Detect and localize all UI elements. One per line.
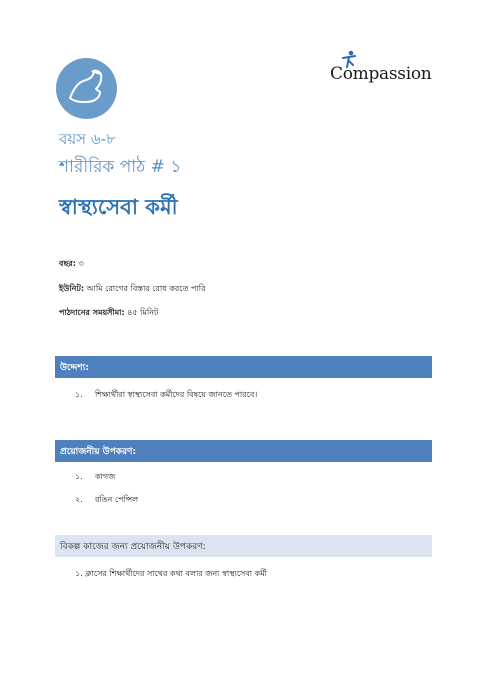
list-number: ১.	[75, 390, 83, 399]
duration-line	[59, 307, 158, 320]
objective-heading: উদ্দেশ্য:	[55, 356, 432, 378]
materials-heading: প্রয়োজনীয় উপকরণ:	[55, 440, 432, 462]
logo-text: Compassion	[330, 64, 432, 84]
year-label: বছর:	[59, 259, 76, 268]
list-item	[75, 389, 257, 402]
lesson-number: শারীরিক পাঠ # ১	[59, 157, 182, 177]
unit-value: আমি রোগের বিস্তার রোধ করতে পারি	[84, 284, 206, 293]
list-text: রঙিন পেন্সিল	[95, 495, 139, 504]
list-item	[75, 568, 267, 581]
compassion-logo	[330, 50, 430, 90]
list-item	[75, 494, 138, 507]
list-text: ক্লাসের শিক্ষার্থীদের সাথের কথা বলার জন্য স্বাস্থ্যসেবা কর্মী	[85, 569, 267, 578]
page-title: স্বাস্থ্যসেবা কর্মী	[59, 195, 178, 219]
list-number: ১.	[75, 472, 83, 481]
alt-materials-heading: বিকল্প কাজের জন্য প্রয়োজনীয় উপকরণ:	[55, 535, 432, 557]
list-item	[75, 471, 115, 484]
year-line	[59, 258, 84, 271]
duration-value: ৪৫ মিনিট	[124, 308, 159, 317]
unit-line	[59, 283, 205, 296]
duration-label: পাঠদানের সময়সীমা:	[59, 308, 125, 317]
unit-label: ইউনিট:	[59, 284, 85, 293]
year-value: ৩	[75, 259, 84, 268]
list-text: শিক্ষার্থীরা স্বাস্থ্যসেবা কর্মীদের বিষয়ে জানতে পারবে।	[95, 390, 258, 399]
list-number: ২.	[75, 495, 83, 504]
list-number: ১.	[75, 569, 83, 578]
age-range: বয়স ৬-৮	[59, 130, 116, 148]
flexed-arm-icon	[56, 58, 117, 119]
list-text: কাগজ	[95, 472, 116, 481]
